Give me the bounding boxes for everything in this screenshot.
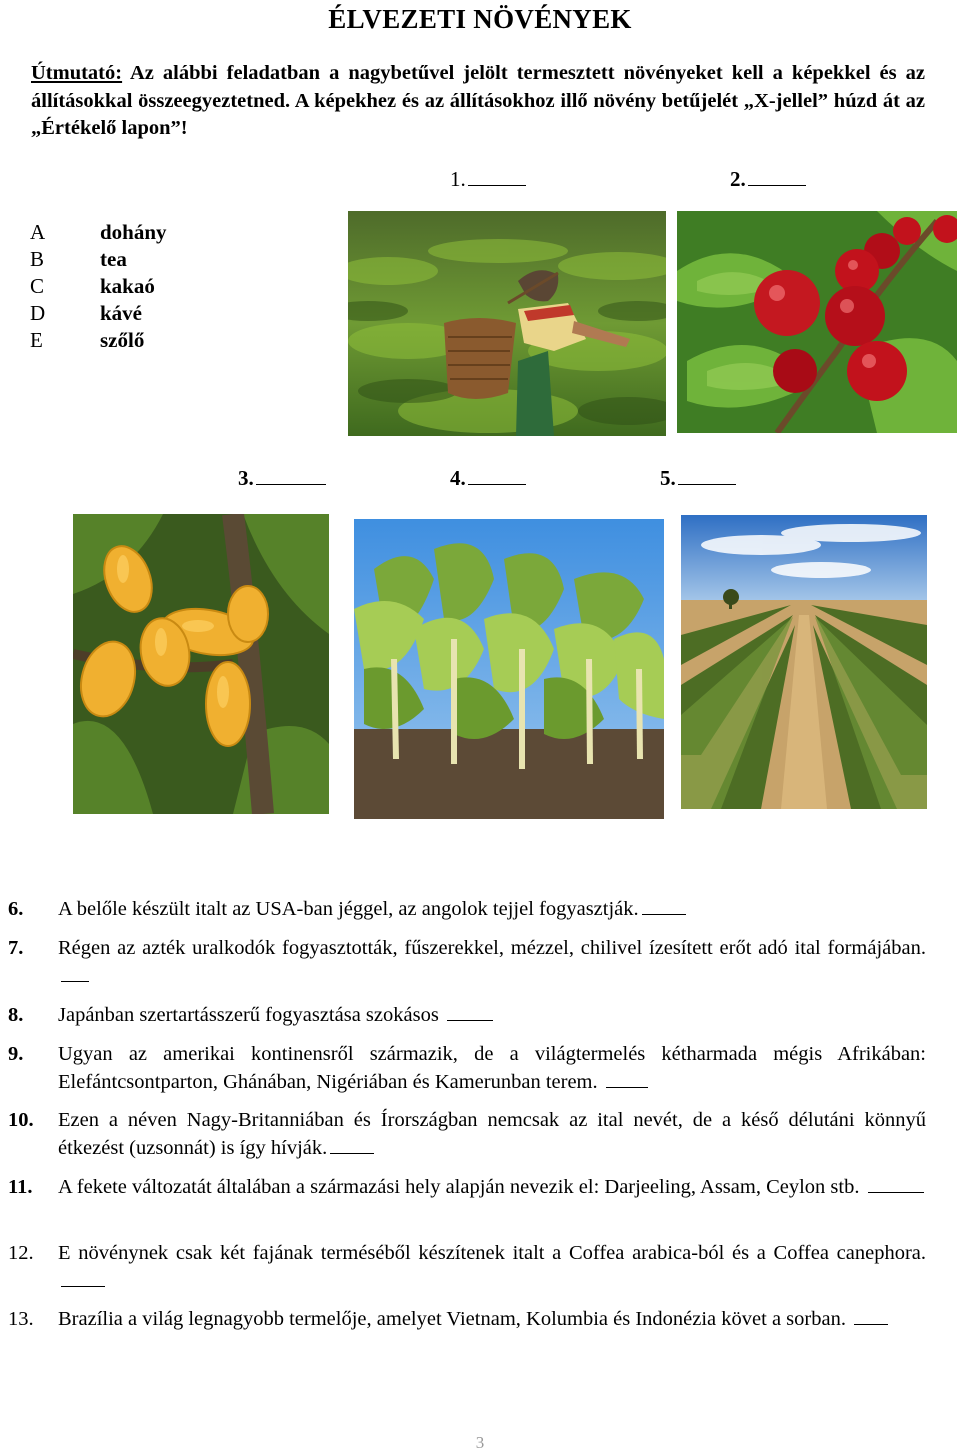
option-d <box>30 300 142 327</box>
photo-tea-picker <box>348 211 666 436</box>
option-letter: B <box>30 247 45 271</box>
question-text: Japánban szertartásszerű fogyasztása szokásos <box>58 1004 439 1026</box>
option-letter: E <box>30 328 43 352</box>
photo-tobacco-field <box>354 519 664 819</box>
page-title: ÉLVEZETI NÖVÉNYEK <box>328 4 632 34</box>
question-text: Ezen a néven Nagy-Britanniában és Írországban nemcsak az ital nevét, de a késő délutáni könnyű étkezést (uzsonnát) is így hívják. <box>58 1109 926 1159</box>
image-number-label: 4. <box>450 466 466 490</box>
question-number: 8. <box>8 1004 24 1026</box>
page-number: 3 <box>475 1433 485 1452</box>
question-number: 6. <box>8 898 24 920</box>
image-number-3 <box>238 466 326 491</box>
option-name: szőlő <box>100 328 145 352</box>
instructions <box>31 60 925 143</box>
question-number: 10. <box>8 1109 34 1131</box>
question-11 <box>8 1174 926 1202</box>
instructions-text: Az alábbi feladatban a nagybetűvel jelölt termesztett növényeket kell a képekkel és az állításokkal összeegyeztetned. A képekhez és az állításokhoz illő növény betűjelét „X-jellel” húzd át az „Értékelő lapon”! <box>31 62 925 139</box>
answer-blank <box>330 1152 374 1154</box>
question-7 <box>8 935 926 990</box>
answer-blank <box>61 980 89 982</box>
image-number-label: 3. <box>238 466 254 490</box>
option-letter: C <box>30 274 45 298</box>
option-letter: D <box>30 301 46 325</box>
image-number-4 <box>450 466 526 491</box>
option-a <box>30 219 167 246</box>
answer-blank <box>868 1191 924 1193</box>
question-number: 9. <box>8 1043 24 1065</box>
question-number: 13. <box>8 1308 34 1330</box>
answer-blank <box>256 483 326 485</box>
question-10 <box>8 1107 926 1162</box>
question-text: A fekete változatát általában a származási hely alapján nevezik el: Darjeeling, Assam, Ceylon stb. <box>58 1176 860 1198</box>
image-number-1 <box>450 167 526 192</box>
photo-cacao-pods <box>73 514 329 814</box>
answer-blank <box>678 483 736 485</box>
question-number: 12. <box>8 1242 34 1264</box>
image-number-label: 1. <box>450 167 466 191</box>
question-text: Brazília a világ legnagyobb termelője, amelyet Vietnam, Kolumbia és Indonézia követ a sorban. <box>58 1308 846 1330</box>
answer-blank <box>447 1019 493 1021</box>
answer-blank <box>468 483 526 485</box>
question-13 <box>8 1306 926 1334</box>
option-name: kakaó <box>100 274 155 298</box>
question-8 <box>8 1002 926 1030</box>
answer-blank <box>468 184 526 186</box>
question-number: 7. <box>8 937 24 959</box>
option-letter: A <box>30 220 46 244</box>
question-9 <box>8 1041 926 1096</box>
instructions-label: Útmutató: <box>31 62 123 84</box>
option-name: kávé <box>100 301 142 325</box>
answer-blank <box>606 1086 648 1088</box>
photo-coffee-cherries <box>677 211 957 433</box>
image-number-label: 5. <box>660 466 676 490</box>
image-number-label: 2. <box>730 167 746 191</box>
photo-vineyard <box>681 515 927 809</box>
answer-blank <box>642 913 686 915</box>
question-text: E növénynek csak két fajának terméséből készítenek italt a Coffea arabica-ból és a Coffea canephora. <box>58 1242 926 1264</box>
option-e <box>30 327 144 354</box>
image-number-2 <box>730 167 806 192</box>
question-number: 11. <box>8 1176 33 1198</box>
option-name: tea <box>100 247 127 271</box>
question-6 <box>8 896 926 924</box>
option-b <box>30 246 127 273</box>
answer-blank <box>748 184 806 186</box>
answer-blank <box>61 1285 105 1287</box>
option-c <box>30 273 155 300</box>
question-text: Ugyan az amerikai kontinensről származik, de a világtermelés kétharmada mégis Afrikában: Elefántcsontparton, Ghánában, Nigériában és Kamerunban terem. <box>58 1043 926 1093</box>
option-name: dohány <box>100 220 167 244</box>
question-12 <box>8 1240 926 1295</box>
answer-blank <box>854 1323 888 1325</box>
image-number-5 <box>660 466 736 491</box>
question-text: A belőle készült italt az USA-ban jéggel, az angolok tejjel fogyasztják. <box>58 898 639 920</box>
question-text: Régen az azték uralkodók fogyasztották, fűszerekkel, mézzel, chilivel ízesített erőt adó ital formájában. <box>58 937 926 959</box>
